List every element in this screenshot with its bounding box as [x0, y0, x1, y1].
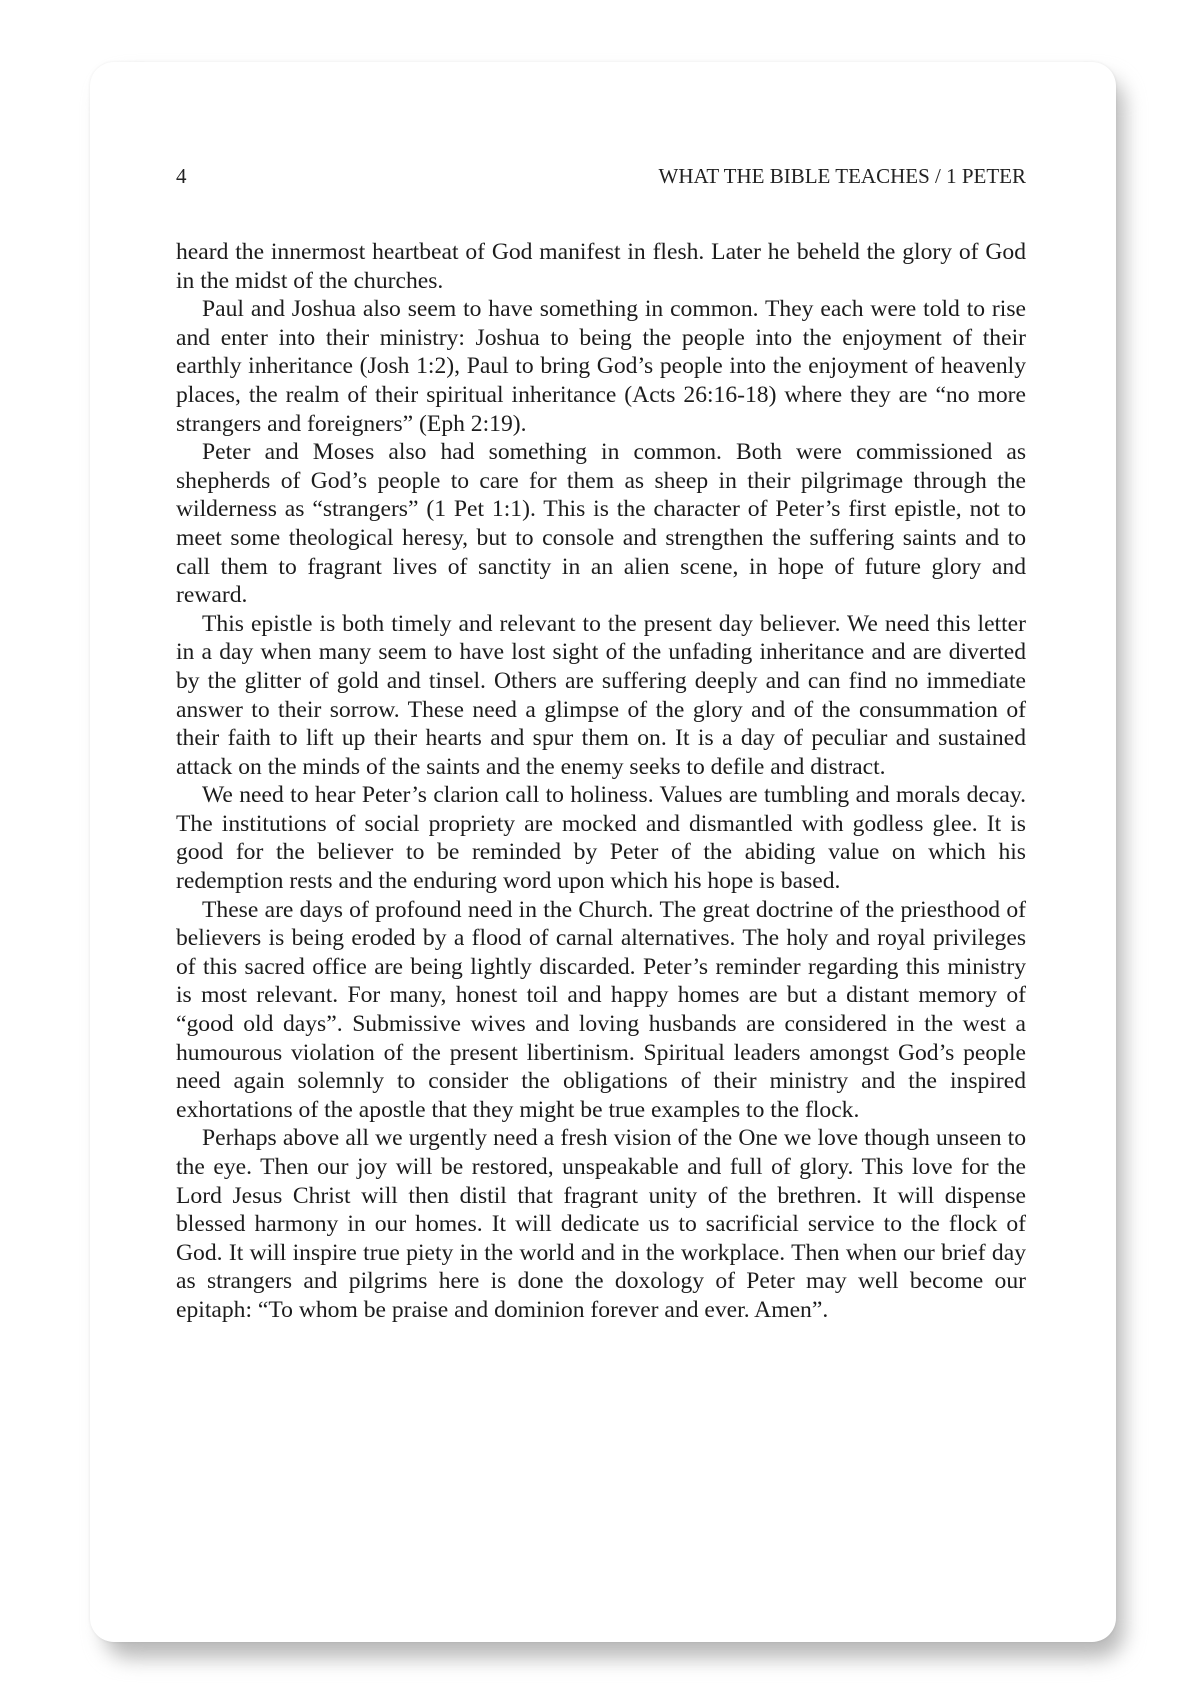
running-title: WHAT THE BIBLE TEACHES / 1 PETER — [658, 164, 1026, 188]
paragraph: Peter and Moses also had something in common. Both were commissioned as shepherds of God’s people to care for them as sheep in their pilgrimage through the wilderness as “strangers” (1 Pet 1:1). This is the character of Peter’s first epistle, not to meet some theological heresy, but to console and strengthen the suffering saints and to call them to fragrant lives of sanctity in an alien scene, in hope of future glory and reward. — [176, 439, 1026, 609]
paragraph: Paul and Joshua also seem to have something in common. They each were told to rise and enter into their ministry: Joshua to being the people into the enjoyment of their earthly inheritance (Josh 1:2), Paul to bring God’s people into the enjoyment of heavenly places, the realm of their spiritual inheritance (Acts 26:16-18) where they are “no more strangers and foreigners” (Eph 2:19). — [176, 296, 1026, 437]
paragraph: This epistle is both timely and relevant to the present day believer. We need this letter in a day when many seem to have lost sight of the unfading inheritance and are diverted by the glitter of gold and tinsel. Others are suffering deeply and can find no immediate answer to their sorrow. These need a glimpse of the glory and of the consummation of their faith to lift up their hearts and spur them on. It is a day of peculiar and sustained attack on the minds of the saints and the enemy seeks to defile and distract. — [176, 610, 1026, 780]
paragraph: We need to hear Peter’s clarion call to holiness. Values are tumbling and morals decay. The institutions of social propriety are mocked and dismantled with godless glee. It is good for the believer to be reminded by Peter of the abiding value on which his redemption rests and the enduring word upon which his hope is based. — [176, 782, 1026, 895]
running-head — [176, 164, 1026, 189]
book-page — [90, 62, 1116, 1642]
body-text — [176, 238, 1026, 1325]
page-number: 4 — [176, 164, 187, 188]
paragraph: Perhaps above all we urgently need a fresh vision of the One we love though unseen to the eye. Then our joy will be restored, unspeakable and full of glory. This love for the Lord Jesus Christ will then distil that fragrant unity of the brethren. It will dispense blessed harmony in our homes. It will dedicate us to sacrificial service to the flock of God. It will inspire true piety in the world and in the workplace. Then when our brief day as strangers and pilgrims here is done the doxology of Peter may well become our epitaph: “To whom be praise and dominion forever and ever. Amen”. — [176, 1125, 1026, 1323]
paragraph: These are days of profound need in the Church. The great doctrine of the priesthood of believers is being eroded by a flood of carnal alternatives. The holy and royal privileges of this sacred office are being lightly discarded. Peter’s reminder regarding this ministry is most relevant. For many, honest toil and happy homes are but a distant memory of “good old days”. Submissive wives and loving husbands are considered in the west a humourous violation of the present libertinism. Spiritual leaders amongst God’s people need again solemnly to consider the obligations of their ministry and the inspired exhortations of the apostle that they might be true examples to the flock. — [176, 896, 1026, 1123]
paragraph-continuation: heard the innermost heartbeat of God manifest in flesh. Later he beheld the glory of God in the midst of the churches. — [176, 239, 1026, 294]
